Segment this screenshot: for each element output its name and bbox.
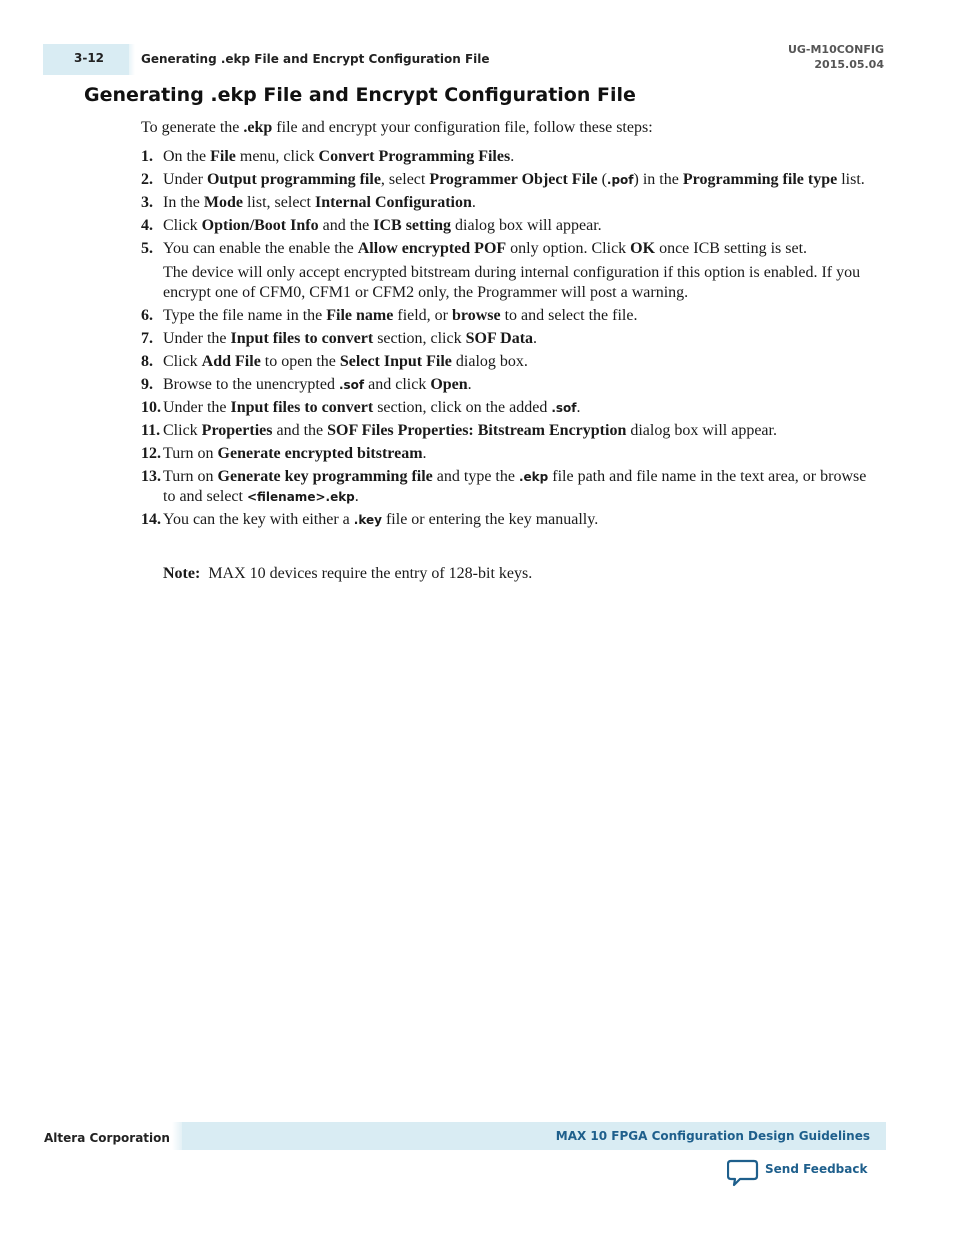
step-note-paragraph: The device will only accept encrypted bitstream during internal configuration if this option is enabled. If you encrypt one of CFM0, CFM1 or CFM2 only, the Programmer will post a warning. (163, 264, 861, 301)
step-item: 9. Browse to the unencrypted .sof and click Open. (141, 376, 472, 393)
footer-company: Altera Corporation (44, 1131, 170, 1145)
step-item: 10. Under the Input files to convert section, click on the added .sof. (141, 399, 581, 416)
intro-paragraph: To generate the .ekp file and encrypt your configuration file, follow these steps: (141, 119, 653, 136)
document-date: 2015.05.04 (814, 58, 884, 71)
steps-list (141, 147, 871, 533)
step-item: 12. Turn on Generate encrypted bitstream. (141, 445, 427, 462)
document-id: UG-M10CONFIG (787, 43, 884, 56)
footer-guide-title[interactable]: MAX 10 FPGA Configuration Design Guidelines (555, 1129, 870, 1143)
section-title: Generating .ekp File and Encrypt Configuration File (84, 84, 636, 106)
send-feedback-link[interactable] (727, 1158, 867, 1188)
note-label: Note: (163, 565, 201, 582)
step-item: 13. Turn on Generate key programming file and type the .ekp file path and file name in the text area, or browse to and select <filename>.ekp. (141, 468, 867, 505)
step-item: 8. Click Add File to open the Select Input File dialog box. (141, 353, 528, 370)
step-item: 3. In the Mode list, select Internal Configuration. (141, 194, 476, 211)
send-feedback-label[interactable]: Send Feedback (765, 1162, 868, 1176)
step-item: 2. Under Output programming file, select Programmer Object File (.pof) in the Programming file type list. (141, 171, 865, 188)
step-item: 7. Under the Input files to convert section, click SOF Data. (141, 330, 538, 347)
running-title: Generating .ekp File and Encrypt Configuration File (141, 52, 490, 66)
step-item: 6. Type the file name in the File name field, or browse to and select the file. (141, 307, 638, 324)
step-item: 14. You can the key with either a .key file or entering the key manually. (141, 511, 599, 528)
step-item: 11. Click Properties and the SOF Files Properties: Bitstream Encryption dialog box will appear. (141, 422, 777, 439)
note (163, 564, 532, 584)
page-number: 3-12 (74, 51, 105, 65)
step-item: 5. You can enable the enable the Allow encrypted POF only option. Click OK once ICB setting is set. The device will only accept encrypted bitstream during internal configuration if this option is enabled. If you encrypt one of CFM0, CFM1 or CFM2 only, the Programmer will post a warning. (141, 239, 871, 303)
note-text: MAX 10 devices require the entry of 128-bit keys. (208, 565, 533, 582)
step-item: 1. On the File menu, click Convert Programming Files. (141, 148, 515, 165)
step-item: 4. Click Option/Boot Info and the ICB setting dialog box will appear. (141, 217, 602, 234)
speech-bubble-icon (727, 1158, 759, 1188)
